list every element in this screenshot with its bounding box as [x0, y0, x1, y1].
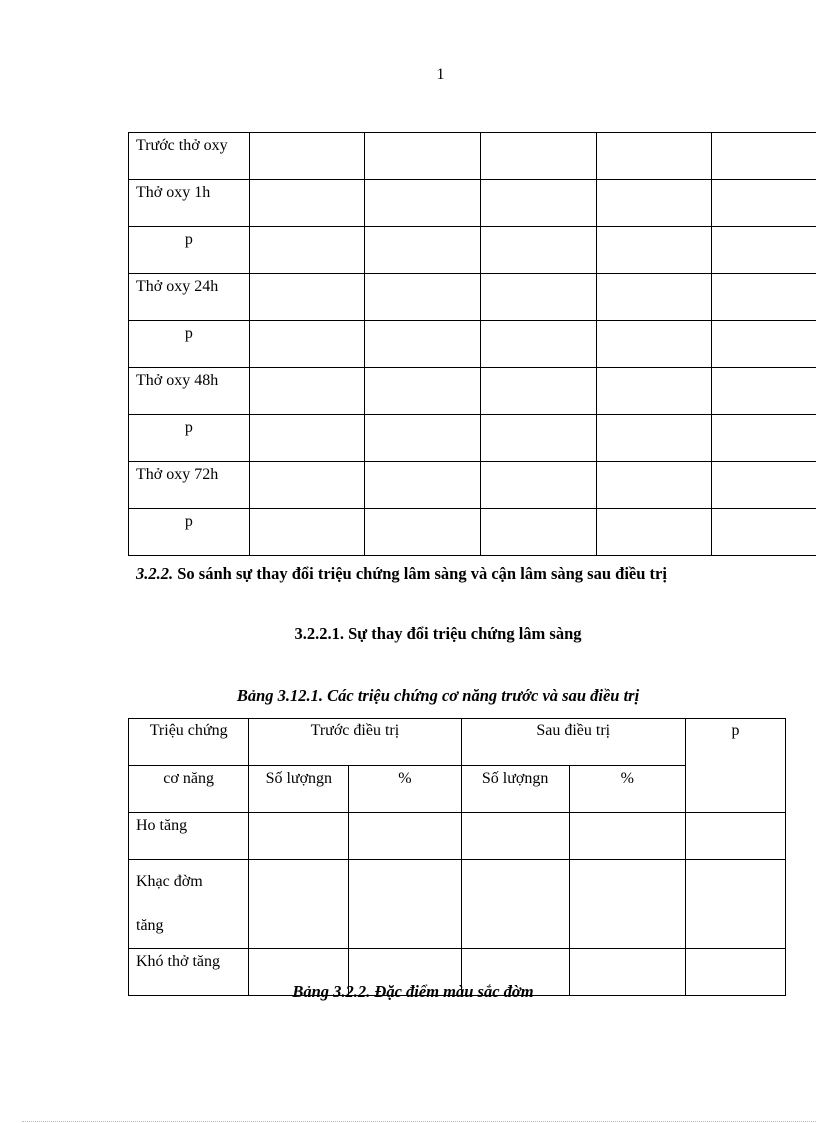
table-cell — [481, 321, 597, 368]
page-number: 1 — [436, 66, 445, 83]
symptoms-table — [128, 718, 786, 996]
table-row — [129, 462, 816, 509]
table-cell — [461, 860, 569, 949]
row-label: Khó thở tăng — [129, 949, 249, 996]
table-cell — [712, 180, 816, 227]
table-cell — [481, 368, 597, 415]
table-caption-2: Bảng 3.2.2. Đặc điểm màu sắc đờm — [292, 982, 534, 1001]
table-cell — [596, 415, 712, 462]
table-cell — [349, 860, 461, 949]
table-cell — [596, 180, 712, 227]
table-cell — [712, 462, 816, 509]
row-label: p — [129, 321, 250, 368]
table-cell — [569, 813, 685, 860]
section-heading-3-2-2-1: 3.2.2.1. Sự thay đổi triệu chứng lâm sàng — [294, 624, 582, 643]
row-label: Trước thở oxy — [129, 133, 250, 180]
row-label — [129, 860, 249, 949]
table-row — [129, 274, 816, 321]
table-row — [129, 133, 816, 180]
page-bottom-divider — [22, 1121, 816, 1122]
table-cell — [712, 227, 816, 274]
row-label-line2: tăng — [136, 917, 164, 934]
row-label: p — [129, 509, 250, 556]
row-label: Thở oxy 72h — [129, 462, 250, 509]
row-label: p — [129, 415, 250, 462]
table-cell — [349, 813, 461, 860]
table-cell — [712, 368, 816, 415]
oxygen-therapy-table — [128, 132, 816, 556]
header-symptom-cell — [129, 719, 249, 766]
table-row — [129, 227, 816, 274]
table-row — [129, 813, 786, 860]
row-label-line1: Khạc đờm — [136, 873, 203, 890]
header-after-cell: Sau điều trị — [461, 719, 685, 766]
header-p-cell: p — [685, 719, 785, 813]
table-cell — [596, 509, 712, 556]
table-cell — [365, 321, 481, 368]
row-label: Thở oxy 1h — [129, 180, 250, 227]
table-cell — [481, 133, 597, 180]
table-cell — [712, 509, 816, 556]
table-cell — [685, 860, 785, 949]
table-cell — [596, 321, 712, 368]
header-pct-before: % — [349, 766, 461, 813]
table-cell — [596, 133, 712, 180]
table-cell — [365, 274, 481, 321]
table-row — [129, 509, 816, 556]
table-cell — [596, 274, 712, 321]
table-cell — [596, 462, 712, 509]
table-row — [129, 180, 816, 227]
table-cell — [481, 180, 597, 227]
row-label: Thở oxy 48h — [129, 368, 250, 415]
table-cell — [249, 368, 365, 415]
table-cell — [365, 180, 481, 227]
table-cell — [249, 462, 365, 509]
table-cell — [481, 415, 597, 462]
header-before-cell: Trước điều trị — [249, 719, 461, 766]
table-cell — [481, 274, 597, 321]
table-cell — [249, 274, 365, 321]
table-row — [129, 321, 816, 368]
header-symptom-line1: Triệu chứng — [149, 722, 228, 739]
table-cell — [569, 860, 685, 949]
table-row — [129, 860, 786, 949]
table-cell — [249, 860, 349, 949]
table-header-row — [129, 719, 786, 766]
row-label: p — [129, 227, 250, 274]
table-row — [129, 368, 816, 415]
table-cell — [481, 462, 597, 509]
table-cell — [365, 462, 481, 509]
table-cell — [596, 227, 712, 274]
table-cell — [249, 133, 365, 180]
header-pct-after: % — [569, 766, 685, 813]
table-cell — [365, 133, 481, 180]
table-cell — [712, 321, 816, 368]
table-cell — [596, 368, 712, 415]
table-cell — [481, 509, 597, 556]
section-title: So sánh sự thay đổi triệu chứng lâm sàng và cận lâm sàng sau điều trị — [177, 564, 667, 583]
header-count-before: Số lượngn — [249, 766, 349, 813]
table-cell — [712, 415, 816, 462]
table-cell — [365, 509, 481, 556]
table-cell — [712, 133, 816, 180]
header-count-after: Số lượngn — [461, 766, 569, 813]
table-cell — [249, 813, 349, 860]
table-cell — [249, 415, 365, 462]
table-cell — [461, 813, 569, 860]
table-cell — [365, 368, 481, 415]
table-cell — [249, 227, 365, 274]
table-cell — [249, 180, 365, 227]
section-heading-3-2-2 — [136, 558, 756, 589]
row-label: Ho tăng — [129, 813, 249, 860]
section-number: 3.2.2. — [136, 564, 174, 583]
table-cell — [249, 509, 365, 556]
table-cell — [365, 415, 481, 462]
row-label: Thở oxy 24h — [129, 274, 250, 321]
table-cell — [365, 227, 481, 274]
table-row — [129, 415, 816, 462]
table-cell — [712, 274, 816, 321]
table-caption: Bảng 3.12.1. Các triệu chứng cơ năng trước và sau điều trị — [236, 686, 640, 705]
table-cell — [685, 813, 785, 860]
table-cell — [249, 321, 365, 368]
header-symptom-cell-2: cơ năng — [129, 766, 249, 813]
table-cell — [481, 227, 597, 274]
